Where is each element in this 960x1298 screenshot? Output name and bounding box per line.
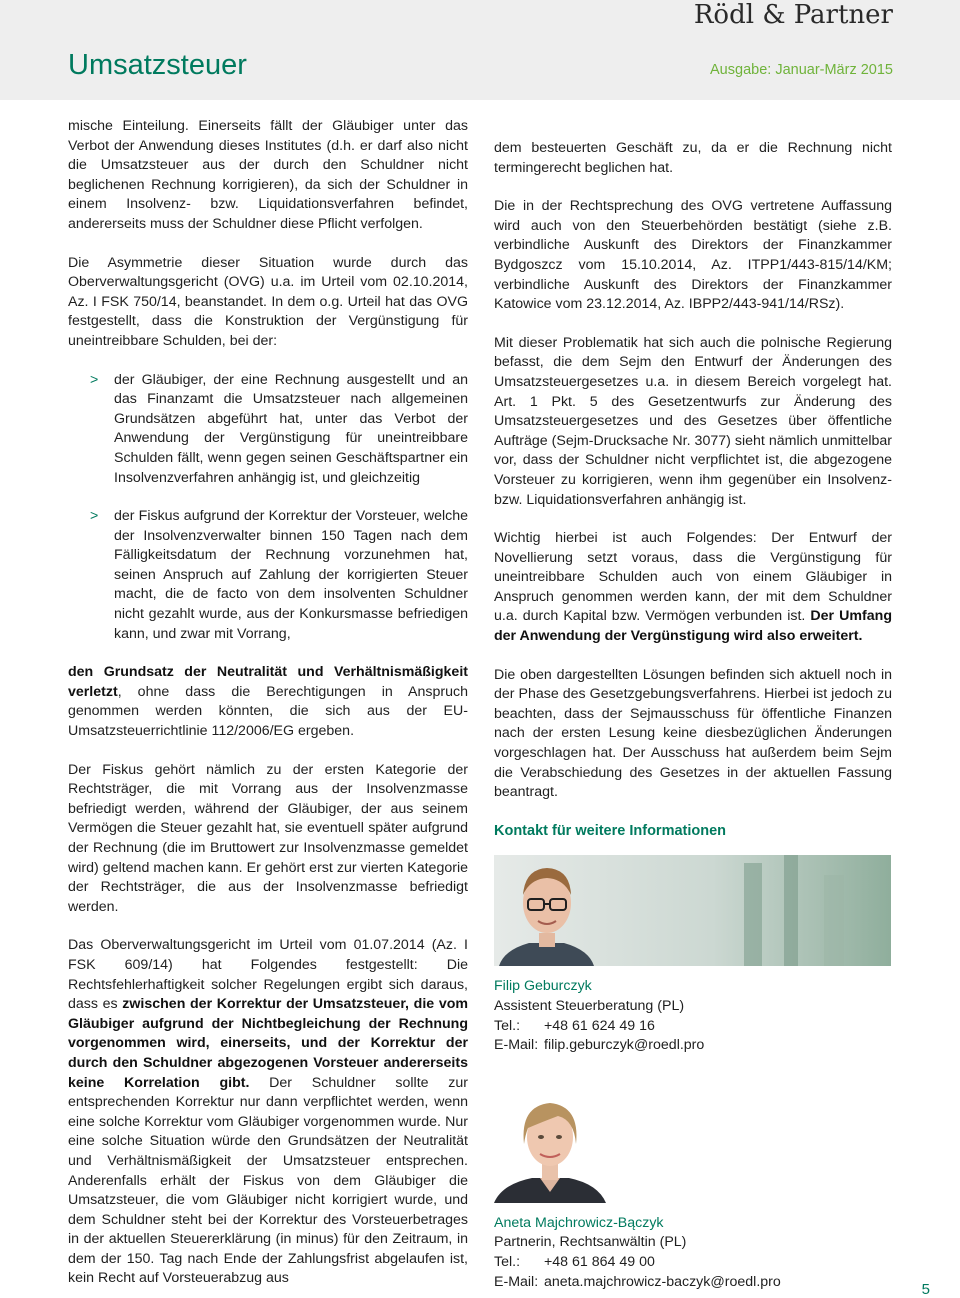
list-item — [68, 371, 468, 489]
bold-text: den Grundsatz der Neutralität und Verhältnismäßigkeit verletzt — [68, 664, 468, 700]
portrait-image — [494, 855, 891, 966]
page-header — [0, 0, 960, 100]
left-column — [68, 117, 468, 1298]
contact-role: Assistent Steuerberatung (PL) — [494, 998, 685, 1014]
paragraph — [494, 529, 892, 647]
page-number: 5 — [921, 1281, 930, 1298]
section-title: Umsatzsteuer — [68, 49, 247, 81]
portrait-photo — [494, 855, 891, 966]
contact-card — [494, 855, 892, 1055]
bullet-marker: > — [90, 508, 99, 525]
paragraph: dem besteuerten Geschäft zu, da er die Rechnung nicht termingerecht beglichen hat. — [494, 140, 892, 176]
paragraph — [68, 663, 468, 741]
paragraph-text: , ohne dass die Berechtigungen in Anspruch genommen werden könnten, die sich aus der EU-Umsatzsteuerrichtlinie 112/2006/EG ergeben. — [68, 683, 468, 740]
phone-label: Tel.: — [494, 1253, 521, 1270]
paragraph: Die oben dargestellten Lösungen befinden sich aktuell noch in der Phase des Gesetzgebungsverfahrens. Hierbei ist jedoch zu beachten, dass der Sejmausschuss für öffentliche Finanzen nach der ersten Lesung keine diesbezüglichen Änderungen vorgeschlagen hat. Der Ausschuss hat außerdem beim Sejm die Verabschiedung des Gesetzes in der aktuellen Fassung beantragt. — [494, 666, 892, 801]
phone-label: Tel.: — [494, 1017, 521, 1034]
issue-date: Ausgabe: Januar-März 2015 — [710, 62, 893, 78]
paragraph-text: Wichtig hierbei ist auch Folgendes: Der Entwurf der Novellierung setzt voraus, dass die Vergünstigung für uneintreibbare Schulden auch von einem Gläubiger in Anspruch genommen werden kann, der mit dem Schuldner u.a. durch Kapital bzw. Vermögen verbunden ist. — [494, 530, 892, 625]
list-item-text: der Fiskus aufgrund der Korrektur der Vorsteuer, welche der Insolvenzverwalter binnen 150 Tagen nach dem Fälligkeitsdatum der Rechnung vorzunehmen hat, seinen Anspruch auf Zahlung der korrigierten Steuer macht, die de facto von dem insolventen Schuldner nicht gezahlt wurde, aus der Konkursmasse befriedigen kann, und zwar mit Vorrang, — [114, 508, 468, 642]
list-item-text: der Gläubiger, der eine Rechnung ausgestellt und an das Finanzamt die Umsatzsteuer nach allgemeinen Grundsätzen abgeführt hat, unter das Verbot der Anwendung der Vergünstigung für uneintreibbare Schulden fällt, wenn gegen seinen Geschäftspartner ein Insolvenzverfahren anhängig ist, und gleichzeitig — [114, 371, 468, 486]
contact-heading: Kontakt für weitere Informationen — [494, 822, 727, 839]
phone-number[interactable]: +48 61 624 49 16 — [544, 1017, 655, 1034]
contact-name: Aneta Majchrowicz-Bączyk — [494, 1214, 664, 1231]
email-address[interactable]: filip.geburczyk@roedl.pro — [544, 1037, 705, 1054]
right-column — [494, 139, 892, 1292]
email-label: E-Mail: — [494, 1037, 539, 1054]
portrait-photo — [494, 1092, 891, 1203]
paragraph: Die Asymmetrie dieser Situation wurde durch das Oberverwaltungsgericht (OVG) u.a. im Urteil vom 02.10.2014, Az. I FSK 750/14, beanstandet. In dem o.g. Urteil hat das OVG festgestellt, dass die Konstruktion der Vergünstigung für uneintreibbare Schulden, bei der: — [68, 254, 468, 349]
paragraph-text: Das Oberverwaltungsgericht im Urteil vom 01.07.2014 (Az. I FSK 609/14) hat Folgendes festgestellt: Die Rechtsfehlerhaftigkeit solcher Regelungen ergibt sich daraus, dass es — [68, 937, 468, 1013]
contact-email — [494, 1273, 892, 1293]
contact-role: Partnerin, Rechtsanwältin (PL) — [494, 1234, 687, 1251]
paragraph: Mit dieser Problematik hat sich auch die polnische Regierung befasst, die dem Sejm den Entwurf der Änderungen des Umsatzsteuergesetzes u.a. in diesem Bereich vorgelegt hat. Art. 1 Pkt. 5 des Gesetzentwurfs zur Änderung des Umsatzsteuergesetzes und des Gesetzes über öffentliche Aufträge (Sejm-Drucksache Nr. 3077) sieht nämlich unmittelbar vor, dass der Schuldner nicht verpflichtet ist, die abgezogene Vorsteuer zu korrigieren, wenn ihm gegenüber ein Insolvenz- bzw. Liquidationsverfahren anhängig ist. — [494, 334, 892, 508]
bold-text: Der Umfang der Anwendung der Vergünstigung wird also erweitert. — [494, 608, 892, 645]
paragraph: Die in der Rechtsprechung des OVG vertretene Auffassung wird auch von den Steuerbehörden bestätigt (siehe z.B. verbindliche Auskunft des Direktors der Finanzkammer Bydgoszcz vom 15.10.2014, Az. ITPP1/443-815/14/KM; verbindliche Auskunft des Direktors der Finanzkammer Katowice vom 23.12.2014, Az. IBPP2/443-941/14/RSz). — [494, 198, 892, 313]
email-address[interactable]: aneta.majchrowicz-baczyk@roedl.pro — [544, 1273, 781, 1290]
email-label: E-Mail: — [494, 1273, 539, 1290]
paragraph: Der Fiskus gehört nämlich zu der ersten Kategorie der Rechtsträger, die mit Vorrang aus der Insolvenzmasse befriedigt werden, während der Gläubiger, der aus seinem Vermögen die Steuer gezahlt hat, sie eventuell später aufgrund der Rechnung (die im Bruttowert zur Insolvenzmasse gemeldet wird) geltend machen kann. Er gehört erst zur vierten Kategorie der Rechtsträger, die aus der Insolvenzmasse befriedigt werden. — [68, 761, 468, 915]
contact-email — [494, 1036, 892, 1056]
contact-card — [494, 1092, 892, 1292]
paragraph: mische Einteilung. Einerseits fällt der Gläubiger unter das Verbot der Anwendung dieses Institutes (d.h. er darf also nicht die Umsatzsteuer aus der durch den Schuldner nicht beglichenen Rechnung korrigieren), da sich der Schuldner in einem Insolvenz- bzw. Liquidationsverfahren befindet, andererseits muss der Schuldner diese Pflicht verfolgen. — [68, 118, 468, 232]
paragraph-text: Der Schuldner sollte zur entsprechenden Korrektur nur dann verpflichtet werden, wenn eine solche Korrektur vom Gläubiger vorgenommen wurde. Nur eine solche Situation würde den Grundsätzen der Neutralität und Verhältnismäßigkeit der Umsatzsteuer entsprechen. Anderenfalls erhält der Fiskus von dem Gläubiger die Umsatzsteuer, die vom Gläubiger nicht korrigiert wurde, und dem Schuldner steht bei der Korrektur des Vorsteuerbetrages in der aktuellen Steuererklärung (in minus) für den Zeitraum, in dem der 150. Tag nach Ende der Zahlungsfrist abgelaufen ist, kein Recht auf Vorsteuerabzug aus — [68, 1074, 468, 1287]
bullet-list — [68, 371, 468, 645]
bullet-marker: > — [90, 371, 99, 388]
bold-text: zwischen der Korrektur der Umsatzsteuer, die vom Gläubiger aufgrund der Nichtbegleichung der Rechnung vorgenommen wird, einerseits, und der Korrektur der durch den Schuldner abgezogenen Vorsteuer andererseits keine Korrelation gibt. — [68, 996, 468, 1091]
portrait-image — [494, 1092, 891, 1203]
brand-logo: Rödl & Partner — [693, 0, 893, 30]
phone-number[interactable]: +48 61 864 49 00 — [544, 1253, 655, 1270]
contact-phone — [494, 1017, 892, 1037]
list-item — [68, 507, 468, 644]
contact-name: Filip Geburczyk — [494, 978, 592, 995]
contact-phone — [494, 1253, 892, 1273]
paragraph — [68, 936, 468, 1289]
